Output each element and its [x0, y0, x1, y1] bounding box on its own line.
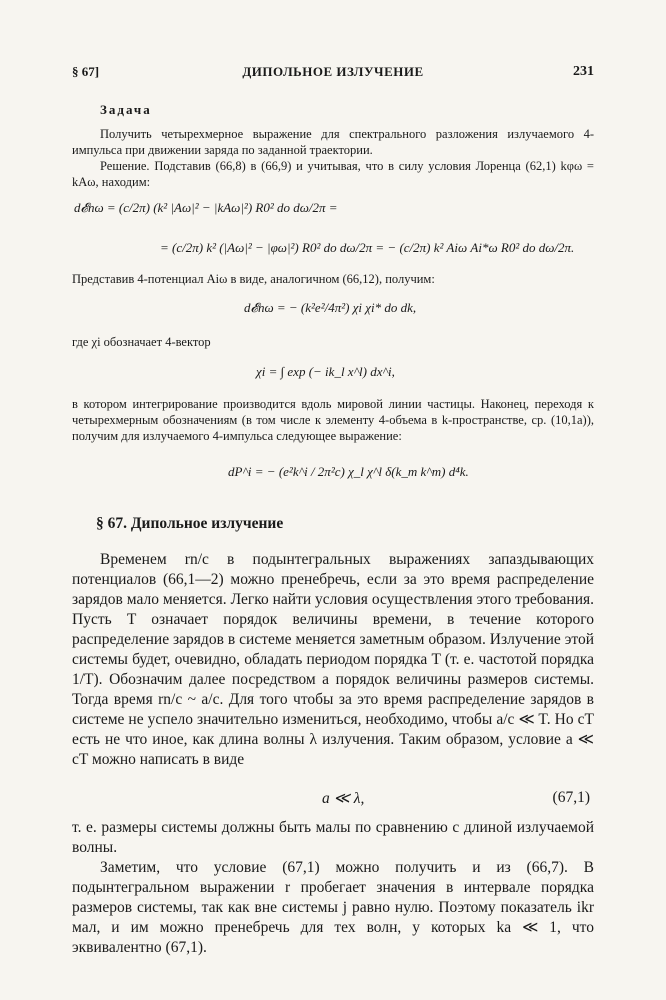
equation-energy: d𝓔nω = − (k²e²/4π²) χi χi* do dk, [244, 300, 417, 315]
section-paragraph-1: Временем rn/c в подынтегральных выражениях запаздывающих потенциалов (66,1—2) можно пренебречь, если за это время распределение зарядов мало меняется. Легко найти условия осуществления этого требования. Пусть T означает порядок величины времени, в течение которого распределение зарядов в системе меняется заметным образом. Излучение этой системы будет, очевидно, обладать периодом порядка T (т. е. частотой порядка 1/T). Обозначим далее посредством a порядок величины размеров системы. Тогда время rn/c ~ a/c. Для того чтобы за это время распределение зарядов в системе не успело значительно измениться, необходимо, чтобы a/c ≪ T. Но cT есть не что иное, как длина волны λ излучения. Таким образом, условие a ≪ cT можно написать в виде [72, 551, 594, 768]
equation-spectral-line1: d𝓔nω = (c/2π) (k² |Aω|² − |kAω|²) R0² do dω/2π = [74, 200, 338, 215]
running-header [72, 64, 594, 84]
task-statement: Получить четырехмерное выражение для спектрального разложения излучаемого 4-импульса при движении заряда по заданной траектории. [72, 127, 594, 157]
header-title: ДИПОЛЬНОЕ ИЗЛУЧЕНИЕ [242, 64, 424, 79]
where-text: где χi обозначает 4-вектор [72, 335, 211, 349]
represent-text: Представив 4-потенциал Aiω в виде, аналогичном (66,12), получим: [72, 272, 435, 286]
section-title: § 67. Дипольное излучение [96, 515, 284, 532]
equation-chi: χi = ∫ exp (− ik_l x^l) dx^i, [256, 364, 395, 379]
equation-momentum: dP^i = − (e²k^i / 2π²c) χ_l χ^l δ(k_m k^m) d⁴k. [228, 464, 469, 479]
solution-intro: Решение. Подставив (66,8) в (66,9) и учитывая, что в силу условия Лоренца (62,1) kφω = kAω, находим: [72, 159, 594, 189]
equation-number: (67,1) [552, 789, 590, 806]
task-heading: Задача [100, 102, 152, 117]
equation-spectral-line2: = (c/2π) k² (|Aω|² − |φω|²) R0² do dω/2π = − (c/2π) k² Aiω Ai*ω R0² do dω/2π. [160, 240, 575, 255]
header-section-ref: § 67] [72, 64, 100, 79]
integration-text: в котором интегрирование производится вдоль мировой линии частицы. Наконец, переходя к четырехмерным обозначениям (в том числе к элементу 4-объема в k-пространстве, ср. (10,1а)), получим для излучаемого 4-импульса следующее выражение: [72, 397, 594, 443]
section-paragraph-2: т. е. размеры системы должны быть малы по сравнению с длиной излучаемой волны. [72, 819, 594, 856]
page-number: 231 [573, 64, 594, 79]
section-paragraph-3: Заметим, что условие (67,1) можно получить и из (66,7). В подынтегральном выражении r пробегает значения в интервале порядка размеров системы, так как вне системы j равно нулю. Поэтому показатель ikr мал, и им можно пренебречь для тех волн, у которых ka ≪ 1, что эквивалентно (67,1). [72, 859, 594, 956]
equation-dipole-condition: a ≪ λ, [322, 790, 365, 807]
